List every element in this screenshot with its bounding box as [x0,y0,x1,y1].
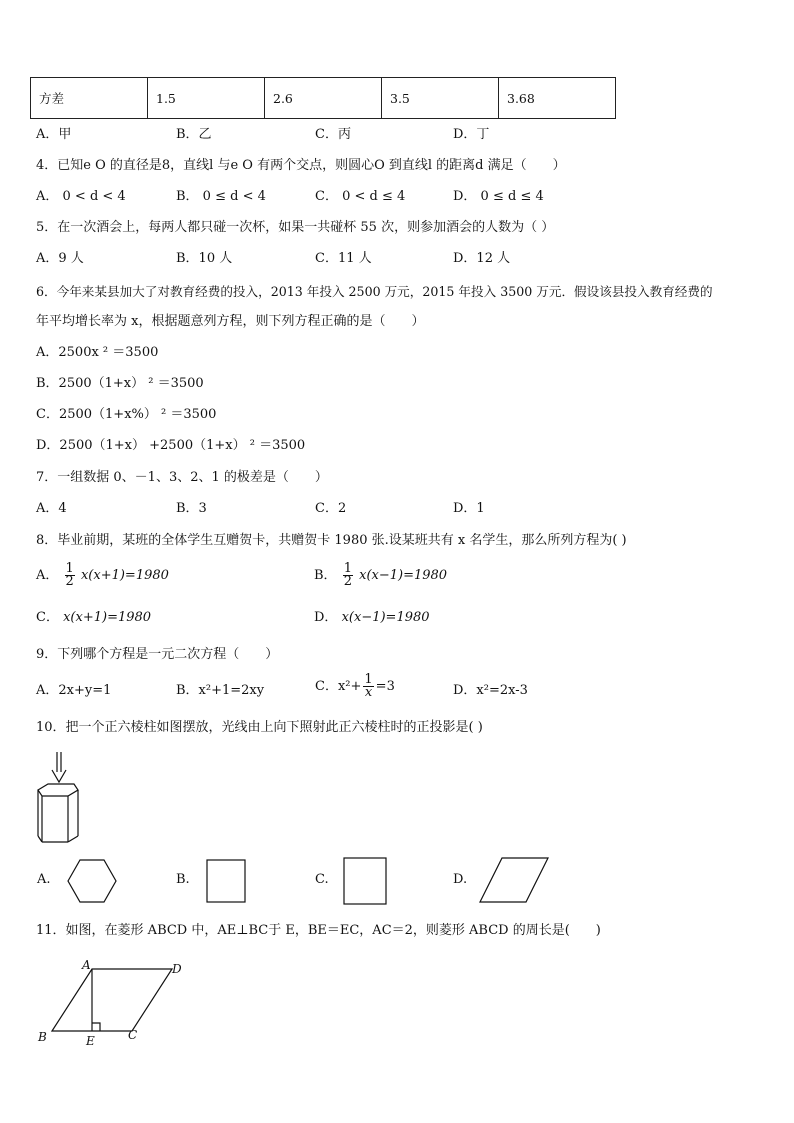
q6-option-c[interactable]: C．2500（1+x%） ² ＝3500 [36,407,217,422]
q10-option-c[interactable]: C. [315,872,329,887]
q5-option-d[interactable]: D．12 人 [453,251,511,266]
prism-shape [38,784,78,842]
option-letter: B． [314,568,337,583]
q3-option-c[interactable]: C．丙 [315,127,351,142]
equation: x(x+1)=1980 [80,568,169,583]
q6-stem-line2: 年平均增长率为 x，根据题意列方程，则下列方程正确的是（ ） [36,314,425,329]
q4-option-c[interactable]: C． 0 < d ≤ 4 [315,189,406,204]
q7-option-b[interactable]: B．3 [176,501,207,516]
half-fraction: $\frac{1}{2}$ [65,561,74,589]
table-cell: 方差 [31,78,148,119]
q9-option-b[interactable]: B．x²+1=2xy [176,683,265,698]
square-icon[interactable] [342,856,388,906]
q10-option-b[interactable]: B. [176,872,190,887]
q7-option-c[interactable]: C．2 [315,501,347,516]
point-label-a: A [82,958,91,972]
q6-stem-line1: 6．今年来某县加大了对教育经费的投入，2013 年投入 2500 万元，2015 年投入 3500 万元．假设该县投入教育经费的 [36,284,713,299]
table-cell: 2.6 [265,78,382,119]
reciprocal-fraction: $\frac{1}{x}$ [364,672,373,700]
q7-option-d[interactable]: D．1 [453,501,485,516]
q5-option-a[interactable]: A．9 人 [36,251,84,266]
option-letter: C． [36,610,59,625]
light-arrow-icon [52,752,66,782]
q8-option-a[interactable] [36,563,169,588]
q5-option-b[interactable]: B．10 人 [176,251,233,266]
narrow-rectangle-icon[interactable] [205,858,247,904]
q8-stem: 8．毕业前期，某班的全体学生互赠贺卡，共赠贺卡 1980 张.设某班共有 x 名学生，那么所列方程为( ) [36,533,627,548]
q6-option-d[interactable]: D．2500（1+x） +2500（1+x） ² ＝3500 [36,438,306,453]
q10-option-a[interactable]: A. [37,872,51,887]
q8-option-b[interactable] [314,563,447,588]
half-fraction: $\frac{1}{2}$ [343,561,352,589]
q9-option-c[interactable] [315,674,395,699]
rhombus-figure [34,955,194,1050]
q10-stem: 10．把一个正六棱柱如图摆放，光线由上向下照射此正六棱柱时的正投影是( ) [36,720,483,735]
q3-option-d[interactable]: D．丁 [453,127,490,142]
table-cell: 3.5 [382,78,499,119]
q6-option-a[interactable]: A．2500x ² ＝3500 [36,345,159,360]
point-label-d: D [172,962,182,976]
q3-option-a[interactable]: A．甲 [36,127,72,142]
q9-stem: 9．下列哪个方程是一元二次方程（ ） [36,647,279,662]
hexagonal-prism-figure [30,750,90,845]
q8-option-c[interactable] [36,609,151,627]
q3-option-b[interactable]: B．乙 [176,127,212,142]
q4-option-d[interactable]: D． 0 ≤ d ≤ 4 [453,189,544,204]
q4-option-a[interactable]: A． 0 < d < 4 [36,189,126,204]
q7-stem: 7．一组数据 0、－1、3、2、1 的极差是（ ） [36,470,328,485]
equation: x(x+1)=1980 [63,610,152,625]
q9-option-d[interactable]: D．x²=2x-3 [453,683,528,698]
variance-table [30,77,616,119]
q8-option-d[interactable] [314,609,430,627]
hexagon-icon[interactable] [66,858,118,904]
q9-option-a[interactable]: A．2x+y=1 [36,683,112,698]
point-label-b: B [38,1030,47,1044]
option-tail: =3 [375,679,395,694]
q11-stem: 11．如图，在菱形 ABCD 中，AE⊥BC于 E，BE＝EC，AC＝2，则菱形 ABCD 的周长是( ) [36,923,601,938]
q6-option-b[interactable]: B．2500（1+x） ² ＝3500 [36,376,204,391]
q5-stem: 5．在一次酒会上，每两人都只碰一次杯，如果一共碰杯 55 次，则参加酒会的人数为（ ） [36,220,555,235]
q4-option-b[interactable]: B． 0 ≤ d < 4 [176,189,266,204]
q4-stem: 4．已知e O 的直径是8，直线l 与e O 有两个交点，则圆心O 到直线l 的距离d 满足（ ） [36,158,566,173]
option-letter: D． [314,610,338,625]
option-letter: A． [36,568,59,583]
q7-option-a[interactable]: A．4 [36,501,67,516]
table-row [31,78,616,119]
q5-option-c[interactable]: C．11 人 [315,251,372,266]
point-label-c: C [128,1028,138,1042]
option-text: C．x²+ [315,679,362,694]
table-cell: 3.68 [499,78,616,119]
equation: x(x−1)=1980 [359,568,448,583]
table-cell: 1.5 [148,78,265,119]
equation: x(x−1)=1980 [341,610,430,625]
parallelogram-icon[interactable] [478,856,550,904]
point-label-e: E [86,1034,95,1048]
q10-option-d[interactable]: D. [453,872,468,887]
